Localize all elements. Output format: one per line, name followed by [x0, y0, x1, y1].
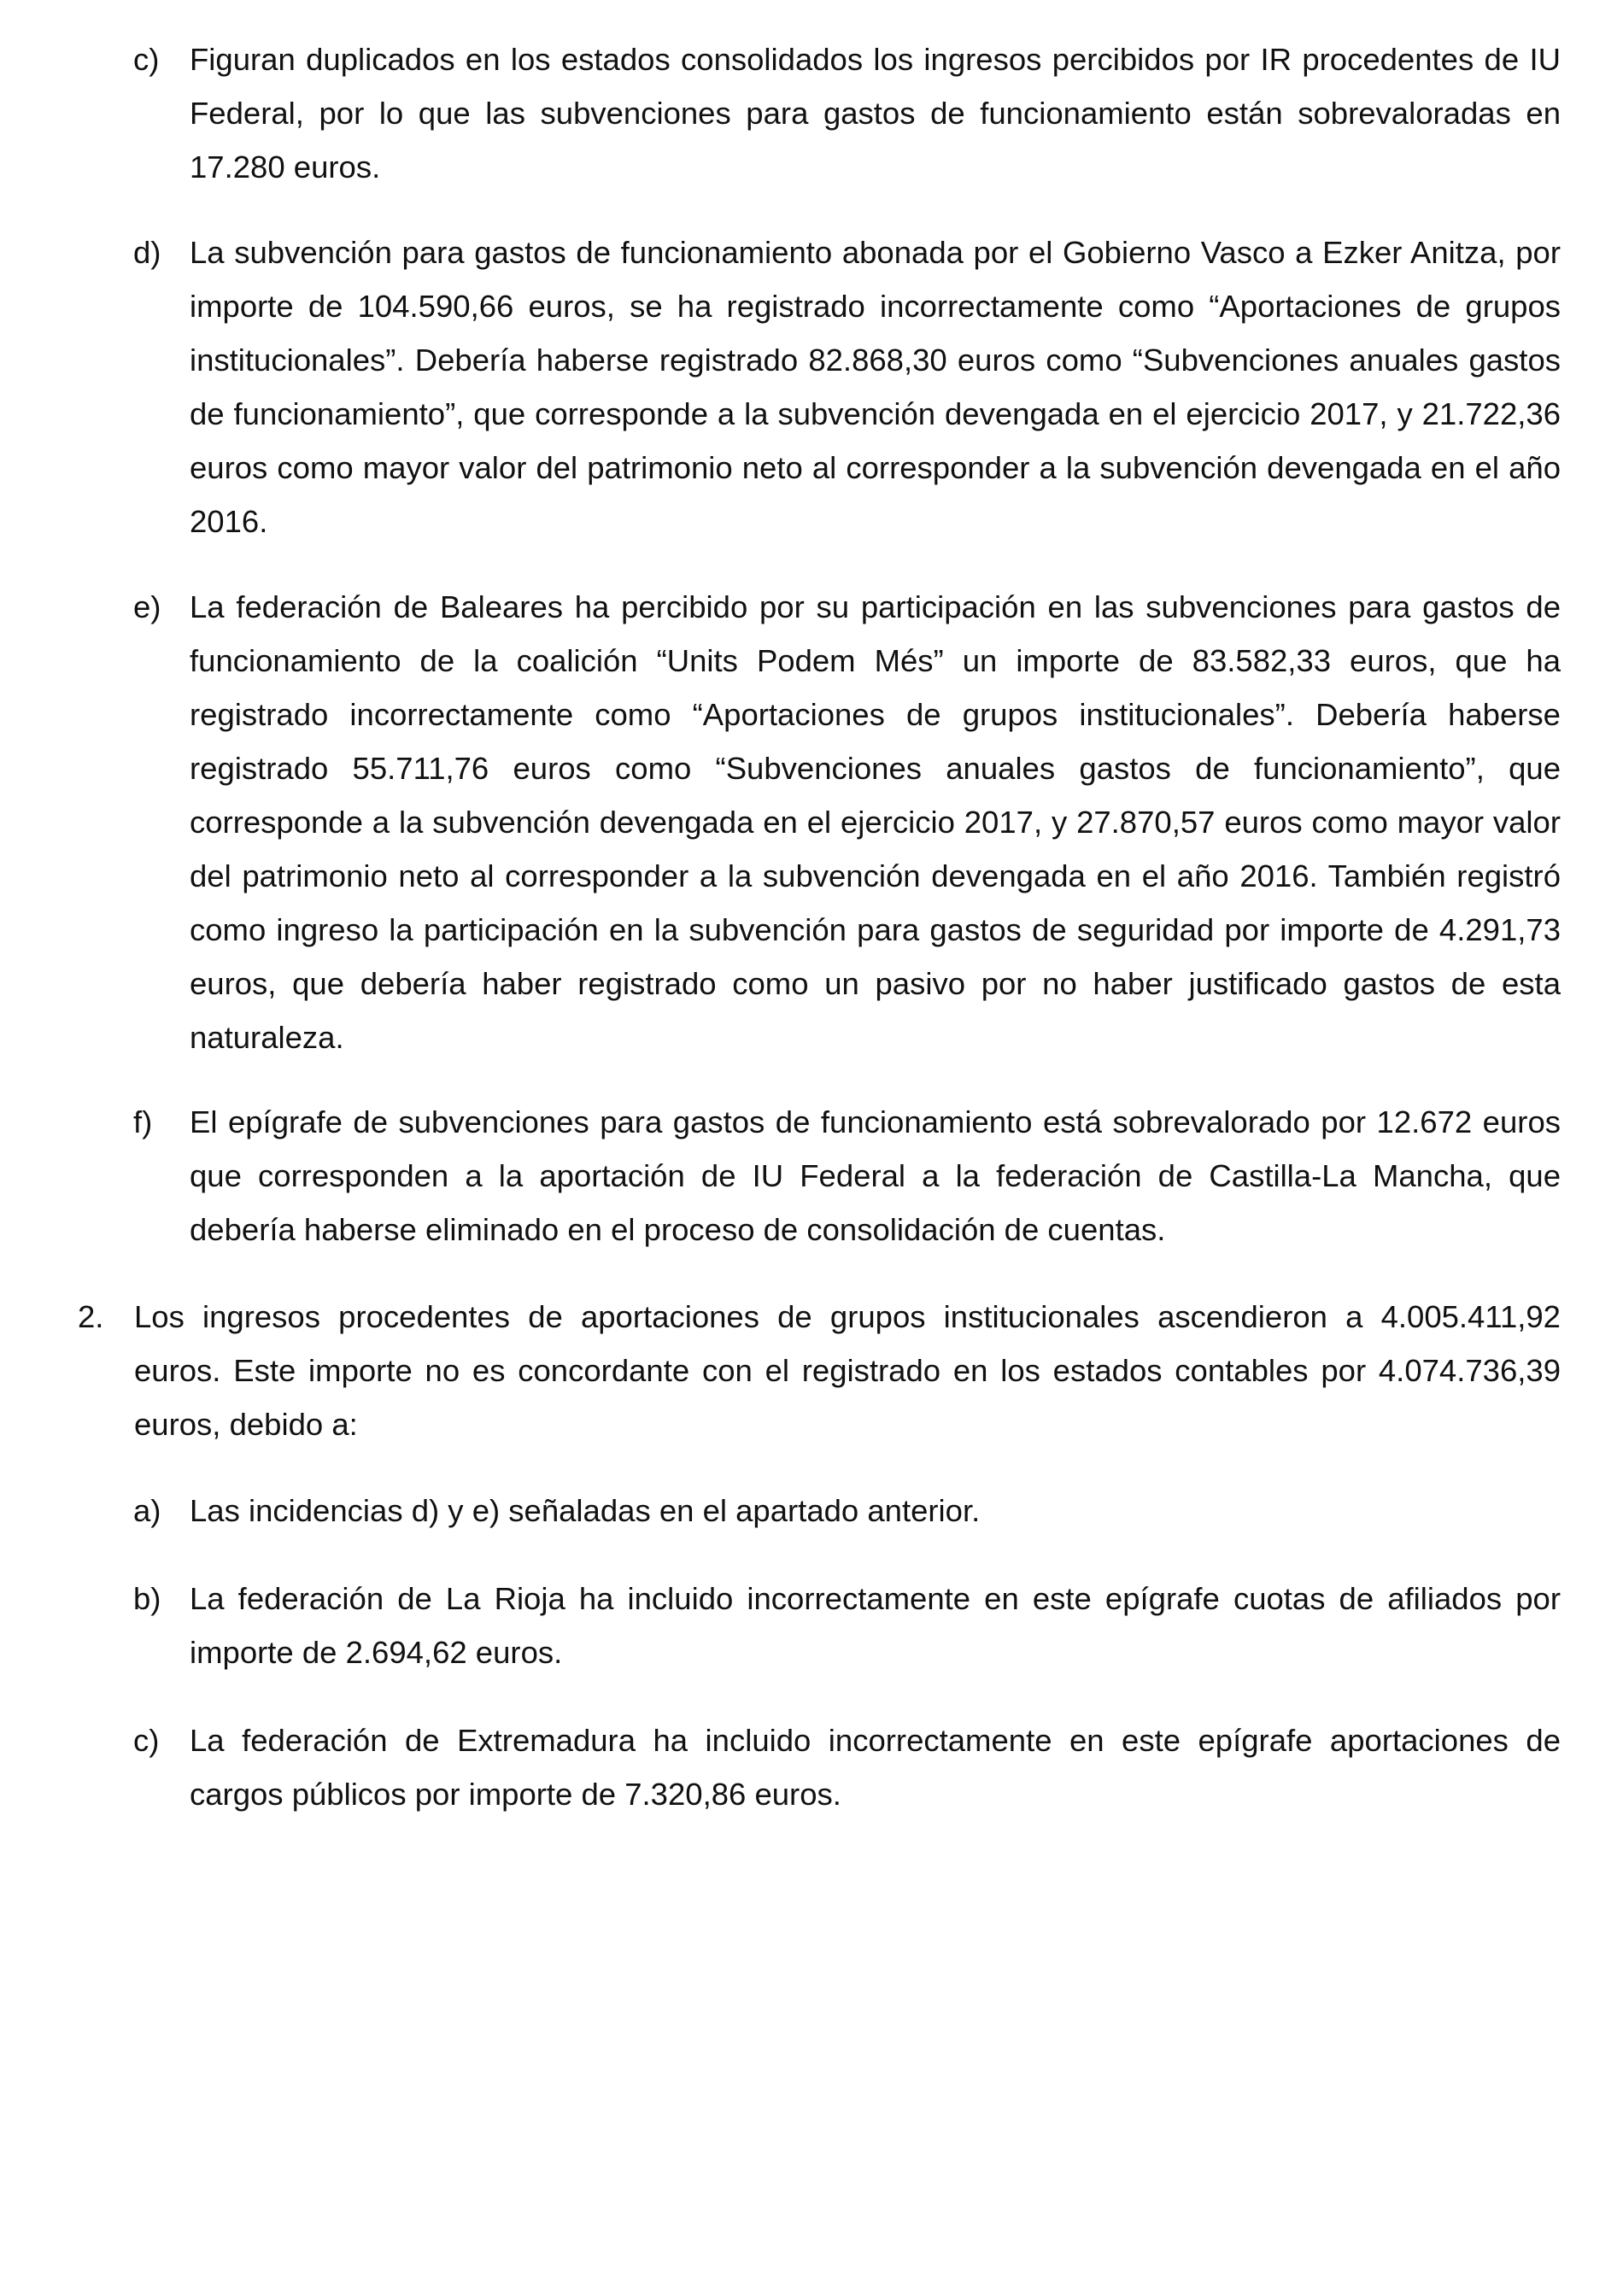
list-item-text: La federación de La Rioja ha incluido incorrectamente en este epígrafe cuotas de afiliados por importe de 2.694,62 euros. [190, 1581, 1561, 1670]
list-marker: e) [133, 589, 161, 624]
list-item-text: La federación de Extremadura ha incluido incorrectamente en este epígrafe aportaciones de cargos públicos por importe de 7.320,86 euros. [190, 1723, 1561, 1812]
list-item-text: La subvención para gastos de funcionamiento abonada por el Gobierno Vasco a Ezker Anitza, por importe de 104.590,66 euros, se ha registrado incorrectamente como “Aportaciones de grupos institucionales”. Debería haberse registrado 82.868,30 euros como “Subvenciones anuales gastos de funcionamiento”, que corresponde a la subvención devengada en el ejercicio 2017, y 21.722,36 euros como mayor valor del patrimonio neto al corresponder a la subvención devengada en el año 2016. [190, 235, 1561, 539]
list-item-text: Las incidencias d) y e) señaladas en el apartado anterior. [190, 1493, 981, 1528]
numbered-item-2 [78, 1290, 1561, 1451]
list-marker: a) [133, 1493, 161, 1528]
list-item-e-baleares [133, 580, 1561, 1064]
list-item-text: El epígrafe de subvenciones para gastos de funcionamiento está sobrevalorado por 12.672 euros que corresponden a la aportación de IU Federal a la federación de Castilla-La Mancha, que debería haberse eliminado en el proceso de consolidación de cuentas. [190, 1104, 1561, 1247]
list-item-a-incidencias [133, 1484, 1561, 1538]
list-item-b-la-rioja [133, 1572, 1561, 1679]
list-marker: f) [133, 1104, 153, 1139]
list-item-c-duplicados [133, 32, 1561, 194]
list-marker: c) [133, 1723, 160, 1758]
list-item-d-gobierno-vasco [133, 226, 1561, 548]
list-marker: b) [133, 1581, 161, 1616]
list-marker: d) [133, 235, 161, 270]
list-marker: 2. [78, 1299, 104, 1334]
list-marker: c) [133, 42, 160, 77]
list-item-c-extremadura [133, 1713, 1561, 1821]
list-item-text: Figuran duplicados en los estados consolidados los ingresos percibidos por IR procedentes de IU Federal, por lo que las subvenciones para gastos de funcionamiento están sobrevaloradas en 17.280 euros. [190, 42, 1561, 184]
list-item-f-castilla-la-mancha [133, 1095, 1561, 1256]
list-item-text: La federación de Baleares ha percibido por su participación en las subvenciones para gastos de funcionamiento de la coalición “Units Podem Més” un importe de 83.582,33 euros, que ha registrado incorrectamente como “Aportaciones de grupos institucionales”. Debería haberse registrado 55.711,76 euros como “Subvenciones anuales gastos de funcionamiento”, que corresponde a la subvención devengada en el ejercicio 2017, y 27.870,57 euros como mayor valor del patrimonio neto al corresponder a la subvención devengada en el año 2016. También registró como ingreso la participación en la subvención para gastos de seguridad por importe de 4.291,73 euros, que debería haber registrado como un pasivo por no haber justificado gastos de esta naturaleza. [190, 589, 1561, 1055]
list-item-text: Los ingresos procedentes de aportaciones de grupos institucionales ascendieron a 4.005.411,92 euros. Este importe no es concordante con el registrado en los estados contables por 4.074.736,39 euros, debido a: [134, 1299, 1561, 1442]
